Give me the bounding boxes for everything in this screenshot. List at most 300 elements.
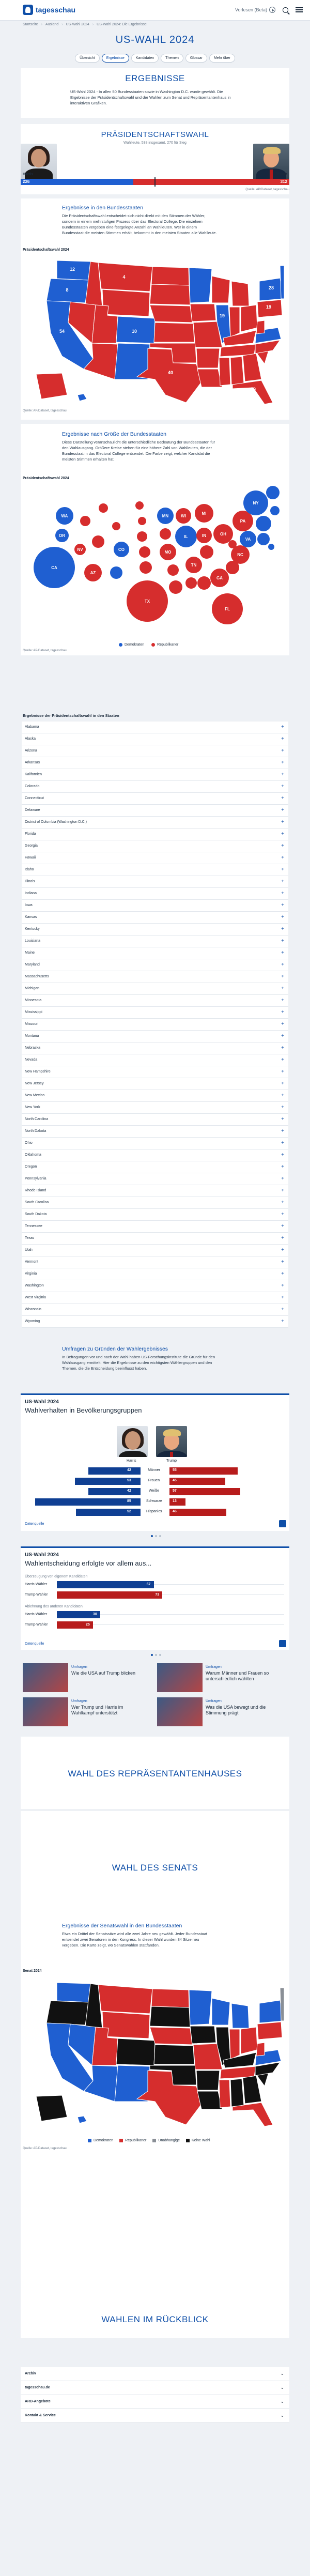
senate-state (116, 2038, 155, 2065)
table-row[interactable] (22, 864, 288, 876)
expand-icon[interactable]: + (281, 807, 284, 813)
polls-intro (21, 1342, 289, 1388)
brand-logo[interactable] (23, 5, 75, 15)
breadcrumb-item: US-Wahl 2024: Die Ergebnisse (97, 23, 147, 26)
expand-icon[interactable]: + (281, 1128, 284, 1134)
harris-value: 42 (127, 1468, 131, 1472)
expand-icon[interactable]: + (281, 1164, 284, 1170)
state-mi (231, 281, 249, 306)
teaser-kicker: Umfragen (71, 1699, 87, 1703)
state-ne (150, 305, 192, 323)
site-header (0, 0, 310, 21)
expand-icon[interactable]: + (281, 855, 284, 861)
senate-state (243, 2076, 261, 2104)
state-name: Mississippi (25, 1010, 42, 1014)
expand-icon[interactable]: + (281, 1105, 284, 1110)
senate-source: Quelle: AP/Dataset, tagesschau (23, 2147, 67, 2150)
table-row[interactable] (22, 959, 288, 971)
table-row[interactable] (22, 1102, 288, 1114)
table-row[interactable] (22, 1042, 288, 1054)
state-name: Arkansas (25, 761, 40, 764)
breadcrumb-separator: › (41, 23, 42, 26)
tab-results[interactable]: Ergebnisse (102, 54, 129, 63)
svg-text:PA: PA (240, 519, 246, 524)
expand-icon[interactable]: + (281, 1021, 284, 1027)
group-label: Schwarze (146, 1499, 162, 1503)
expand-icon[interactable]: + (281, 795, 284, 801)
table-row[interactable] (22, 1292, 288, 1304)
teaser-title[interactable]: Was die USA bewegt und die Stimmung prägt (206, 1705, 266, 1715)
expand-icon[interactable]: + (281, 748, 284, 754)
expand-icon[interactable]: + (281, 760, 284, 765)
senate-state (98, 1985, 152, 2014)
president-title: PRÄSIDENTSCHAFTSWAHL (101, 130, 209, 139)
bubble-nd (135, 501, 144, 510)
page-title: US-WAHL 2024 (115, 34, 195, 45)
state-name: Wyoming (25, 1320, 40, 1323)
expand-icon[interactable]: + (281, 1212, 284, 1217)
state-name: Maine (25, 951, 35, 955)
state-name: Oregon (25, 1165, 37, 1169)
table-row[interactable] (22, 1078, 288, 1090)
map-source: Quelle: AP/Dataset, tagesschau (23, 409, 67, 412)
voter-group-label: Harris-Wähler (25, 1583, 48, 1586)
senate-legend-rep-label: Republikaner (125, 2139, 147, 2142)
expand-icon[interactable]: + (281, 1057, 284, 1063)
svg-text:VA: VA (245, 537, 251, 542)
expand-icon[interactable]: + (281, 1295, 284, 1300)
results-title: ERGEBNISSE (125, 73, 185, 83)
map-label-ca: 54 (59, 329, 65, 334)
svg-text:CO: CO (118, 547, 125, 552)
bubble-id (80, 516, 90, 526)
chevron-down-icon: ⌄ (280, 2399, 284, 2404)
bubble-wy (112, 522, 120, 530)
teaser-image[interactable] (23, 1663, 68, 1692)
senate-state (190, 2026, 216, 2044)
table-row[interactable] (22, 1256, 288, 1268)
senate-legend-none-label: Keine Wahl (192, 2139, 210, 2142)
table-row[interactable] (22, 876, 288, 888)
table-row[interactable] (22, 769, 288, 781)
state-ia (190, 304, 216, 321)
search-icon[interactable] (283, 7, 288, 13)
breadcrumb-separator: › (92, 23, 94, 26)
expand-icon[interactable]: + (281, 1152, 284, 1158)
bubble-ok (140, 561, 152, 574)
svg-text:TX: TX (144, 599, 150, 604)
bubble-sd (138, 517, 146, 525)
house-title: WAHL DES REPRÄSENTANTENHAUSES (68, 1769, 242, 1778)
table-row[interactable] (22, 757, 288, 769)
table-row[interactable] (22, 1149, 288, 1161)
footer-link-label: Archiv (25, 2372, 36, 2375)
expand-icon[interactable]: + (281, 962, 284, 968)
demographics-widget (21, 1393, 289, 1531)
svg-text:NC: NC (237, 553, 243, 557)
expand-icon[interactable]: + (281, 1188, 284, 1193)
bubble-ct (270, 506, 280, 515)
senate-heading: Ergebnisse der Senatswahl in den Bundesstaaten (62, 1923, 182, 1929)
senate-chart-label: Senat 2024 (23, 1969, 42, 1973)
electoral-bar-dem (21, 179, 133, 185)
state-name: Missouri (25, 1022, 39, 1026)
senate-state (150, 2006, 190, 2027)
state-name: North Dakota (25, 1129, 47, 1133)
table-row[interactable] (22, 1209, 288, 1221)
bubble-chart[interactable] (26, 485, 284, 640)
expand-icon[interactable]: + (281, 772, 284, 777)
state-name: South Carolina (25, 1201, 49, 1204)
table-row[interactable] (22, 1268, 288, 1280)
state-ga (243, 354, 261, 381)
footer-link-ard[interactable] (21, 2395, 289, 2409)
trump-value: 46 (173, 1510, 177, 1513)
tab-more[interactable]: Mehr über (209, 54, 235, 63)
table-row[interactable] (22, 829, 288, 840)
state-al (230, 357, 244, 385)
widget1-col-trump: Trump (166, 1459, 177, 1463)
legend-rep (151, 643, 178, 647)
map-label-co: 10 (131, 329, 137, 334)
senate-state (233, 2103, 273, 2126)
bubble-md (257, 533, 270, 545)
table-row[interactable] (22, 1066, 288, 1078)
senate-legend-rep (119, 2139, 146, 2142)
expand-icon[interactable]: + (281, 784, 284, 789)
senate-legend-ind-label: Unabhängige (158, 2139, 180, 2142)
states-table-title: Ergebnisse der Präsidentschaftswahl in den Staaten (23, 713, 119, 718)
state-name: Minnesota (25, 999, 42, 1002)
table-row[interactable] (22, 781, 288, 793)
state-name: Hawaii (25, 856, 36, 860)
group-label: Männer (148, 1468, 160, 1472)
state-name: Louisiana (25, 939, 40, 943)
widget1-datasource-link[interactable]: Datenquelle (25, 1522, 44, 1526)
table-row[interactable] (22, 840, 288, 852)
table-row[interactable] (22, 1090, 288, 1102)
table-row[interactable] (22, 745, 288, 757)
expand-icon[interactable]: + (281, 1045, 284, 1051)
widget1-title: Wahlverhalten in Bevölkerungsgruppen (25, 1406, 142, 1414)
table-row[interactable] (22, 805, 288, 817)
expand-icon[interactable]: + (281, 1247, 284, 1253)
state-name: Texas (25, 1236, 35, 1240)
table-row[interactable] (22, 733, 288, 745)
table-row[interactable] (22, 1197, 288, 1209)
state-name: North Carolina (25, 1117, 49, 1121)
read-aloud-button[interactable] (235, 7, 275, 13)
svg-text:MI: MI (202, 511, 207, 516)
expand-icon[interactable]: + (281, 891, 284, 896)
teaser-title[interactable]: Warum Männer und Frauen so unterschiedlich wählten (206, 1670, 269, 1681)
table-row[interactable] (22, 1054, 288, 1066)
expand-icon[interactable]: + (281, 843, 284, 849)
widget2-datasource-link[interactable]: Datenquelle (25, 1642, 44, 1646)
widget1-pagination[interactable] (151, 1535, 161, 1537)
widget1-col-harris: Harris (127, 1459, 136, 1463)
map-label-wa: 12 (69, 267, 75, 272)
expand-icon[interactable]: + (281, 1093, 284, 1098)
expand-icon[interactable]: + (281, 1033, 284, 1039)
breadcrumb-separator: › (61, 23, 63, 26)
expand-icon[interactable]: + (281, 938, 284, 944)
map-card (21, 198, 289, 420)
table-row[interactable] (22, 1173, 288, 1185)
teaser-title[interactable]: Wer Trump und Harris im Wahlkampf unterstützt (71, 1705, 123, 1715)
expand-icon[interactable]: + (281, 998, 284, 1003)
state-name: Iowa (25, 903, 33, 907)
expand-icon[interactable]: + (281, 974, 284, 979)
table-row[interactable] (22, 1233, 288, 1245)
motivation-bar (57, 1581, 154, 1588)
state-wy (102, 289, 150, 316)
svg-text:IL: IL (184, 534, 188, 539)
widget2-share-icon[interactable] (279, 1640, 286, 1647)
table-row[interactable] (22, 793, 288, 805)
voter-group-label: Trump-Wähler (25, 1623, 48, 1627)
state-name: District of Columbia (Washington D.C.) (25, 820, 87, 824)
state-name: Nebraska (25, 1046, 40, 1050)
expand-icon[interactable]: + (281, 950, 284, 956)
footer-link-kontakt[interactable] (21, 2409, 289, 2423)
group-label: Frauen (148, 1479, 160, 1482)
map-heading: Ergebnisse in den Bundesstaaten (62, 205, 144, 211)
trump-bar (169, 1498, 185, 1506)
widget1-share-icon[interactable] (279, 1520, 286, 1527)
widget2-kicker: US-Wahl 2024 (25, 1552, 59, 1558)
state-name: Rhode Island (25, 1189, 47, 1192)
state-name: Massachusetts (25, 975, 49, 978)
trump-bar (169, 1478, 225, 1485)
bubble-legend (119, 643, 178, 647)
footer-link-label: tagesschau.de (25, 2386, 50, 2389)
table-row[interactable] (22, 1185, 288, 1197)
table-row[interactable] (22, 971, 288, 983)
state-la (197, 369, 222, 387)
president-card (21, 124, 289, 194)
state-ks (154, 323, 194, 342)
table-row[interactable] (22, 1245, 288, 1256)
table-row[interactable] (22, 1007, 288, 1019)
motivation-value: 25 (86, 1623, 90, 1627)
expand-icon[interactable]: + (281, 1259, 284, 1265)
state-name: Wisconsin (25, 1308, 41, 1311)
senate-state (151, 1989, 189, 2007)
teaser-kicker: Umfragen (206, 1699, 222, 1703)
state-name: Kalifornien (25, 773, 42, 776)
table-row[interactable] (22, 983, 288, 995)
senate-state (154, 2045, 194, 2064)
senate-legend-none (186, 2139, 210, 2142)
expand-icon[interactable]: + (281, 914, 284, 920)
state-name: West Virginia (25, 1296, 46, 1299)
teaser-image[interactable] (157, 1663, 203, 1692)
tab-glossary[interactable]: Glossar (185, 54, 207, 63)
state-name: Alabama (25, 725, 39, 729)
widget2-pagination[interactable] (151, 1654, 161, 1656)
table-row[interactable] (22, 1138, 288, 1149)
expand-icon[interactable]: + (281, 1223, 284, 1229)
expand-icon[interactable]: + (281, 1307, 284, 1312)
table-row[interactable] (22, 1126, 288, 1138)
teaser-kicker: Umfragen (71, 1665, 87, 1669)
trump-votes: 312 (280, 179, 287, 184)
table-row[interactable] (22, 1316, 288, 1328)
svg-text:WA: WA (61, 514, 68, 518)
expand-icon[interactable]: + (281, 1116, 284, 1122)
senate-map[interactable] (26, 1977, 284, 2133)
bubble-text: Diese Darstellung veranschaulicht die unterschiedliche Bedeutung der Bundesstaaten für den Wahlausgang. Größere Kreise stehen für eine höhere Zahl von Wahlleuten, die der Bundesstaat in das Electoral College entsendet. Die Farbe zeigt, welcher Kandidat die meisten Stimmen erhalten hat. (62, 440, 215, 462)
bubble-source: Quelle: AP/Dataset, tagesschau (23, 649, 67, 652)
bubble-card (21, 424, 289, 655)
senate-state (259, 2000, 283, 2023)
table-row[interactable] (22, 995, 288, 1007)
electoral-bar (21, 179, 289, 185)
motivation-widget (21, 1546, 289, 1650)
harris-value: 52 (127, 1510, 131, 1513)
bubble-nj (256, 516, 271, 531)
expand-icon[interactable]: + (281, 986, 284, 991)
table-row[interactable] (22, 1031, 288, 1042)
expand-icon[interactable]: + (281, 1140, 284, 1146)
teaser-kicker: Umfragen (206, 1665, 222, 1669)
state-ak (36, 373, 67, 399)
voter-group-label: Harris-Wähler (25, 1613, 48, 1616)
widget1-trump-portrait (156, 1426, 187, 1457)
table-row[interactable] (22, 924, 288, 936)
state-name: Illinois (25, 880, 35, 883)
us-electoral-map[interactable] (26, 255, 284, 405)
breadcrumb-item[interactable]: Startseite (23, 23, 38, 26)
map-label-fl: 30 (250, 387, 256, 392)
expand-icon[interactable]: + (281, 724, 284, 730)
teaser-image[interactable] (157, 1697, 203, 1726)
senate-legend (88, 2139, 210, 2142)
footer-link-archiv[interactable] (21, 2367, 289, 2381)
expand-icon[interactable]: + (281, 1176, 284, 1182)
state-ms (219, 358, 230, 386)
table-row[interactable] (22, 888, 288, 900)
senate-state (102, 2012, 150, 2038)
state-name: Indiana (25, 892, 37, 895)
bubble-ky (200, 545, 213, 559)
table-row[interactable] (22, 1114, 288, 1126)
senate-state (196, 2071, 220, 2090)
expand-icon[interactable]: + (281, 831, 284, 837)
bubble-de (268, 544, 274, 550)
tab-candidates[interactable]: Kandidaten (131, 54, 159, 63)
expand-icon[interactable]: + (281, 867, 284, 872)
expand-icon[interactable]: + (281, 736, 284, 742)
retro-title: WAHLEN IM RÜCKBLICK (101, 2314, 209, 2324)
table-row[interactable] (22, 1019, 288, 1031)
bubble-mt (99, 503, 108, 513)
table-row[interactable] (22, 1304, 288, 1316)
table-row[interactable] (22, 722, 288, 733)
footer-link-label: ARD-Angebote (25, 2400, 51, 2403)
state-name: Montana (25, 1034, 39, 1038)
menu-icon[interactable] (296, 7, 303, 12)
map-label-ny: 28 (268, 285, 274, 290)
map-label-mt: 4 (122, 274, 126, 280)
trump-value: 45 (173, 1479, 177, 1482)
expand-icon[interactable]: + (281, 1283, 284, 1289)
senate-state (241, 2027, 257, 2054)
tab-topics[interactable]: Themen (161, 54, 183, 63)
map-chart-label: Präsidentschaftswahl 2024 (23, 248, 69, 252)
state-name: Washington (25, 1284, 44, 1287)
breadcrumb-item[interactable]: Ausland (45, 23, 59, 26)
state-name: Tennessee (25, 1224, 42, 1228)
expand-icon[interactable]: + (281, 1009, 284, 1015)
state-hi (78, 394, 87, 401)
expand-icon[interactable]: + (281, 819, 284, 825)
harris-value: 42 (127, 1489, 131, 1493)
table-row[interactable] (22, 852, 288, 864)
expand-icon[interactable]: + (281, 1081, 284, 1086)
table-row[interactable] (22, 912, 288, 924)
table-row[interactable] (22, 1161, 288, 1173)
expand-icon[interactable]: + (281, 1271, 284, 1277)
expand-icon[interactable]: + (281, 1069, 284, 1075)
table-row[interactable] (22, 947, 288, 959)
widget2-title: Wahlentscheidung erfolgte vor allem aus... (25, 1559, 152, 1567)
map-text: Die Präsidentschaftswahl entscheidet sich nicht direkt mit den Stimmen der Wähler, sondern in einem mehrstufigen Prozess über das Electoral College. Die einzelnen Bundesstaaten vergeben eine festgelegte Anzahl an Wahlleuten. Wer in einem Bundesstaat die meisten Stimmen erhält, bekommt in den meisten Staaten alle Wahlleute. (62, 213, 217, 235)
trump-bar (169, 1509, 226, 1516)
bubble-la (169, 580, 182, 594)
state-wv (256, 320, 265, 334)
senate-state (36, 2095, 67, 2121)
teaser-title[interactable]: Wie die USA auf Trump blicken (71, 1670, 136, 1676)
table-row[interactable] (22, 936, 288, 947)
breadcrumb-item[interactable]: US-Wahl 2024 (66, 23, 89, 26)
table-row[interactable] (22, 817, 288, 829)
harris-value: 85 (127, 1499, 131, 1503)
map-label-il: 19 (219, 313, 225, 318)
harris-bar (35, 1498, 141, 1506)
table-row[interactable] (22, 1280, 288, 1292)
motivation-bar (57, 1591, 162, 1599)
state-name: Georgia (25, 844, 38, 848)
state-name: Utah (25, 1248, 33, 1252)
senate-legend-dem (88, 2139, 113, 2142)
state-name: New Jersey (25, 1082, 44, 1085)
state-name: Nevada (25, 1058, 38, 1062)
senate-legend-ind (152, 2139, 180, 2142)
expand-icon[interactable]: + (281, 926, 284, 932)
footer-link-tagesschau[interactable] (21, 2381, 289, 2395)
teaser-image[interactable] (23, 1697, 68, 1726)
group-label: Weiße (148, 1489, 160, 1493)
trump-value: 13 (173, 1499, 177, 1503)
expand-icon[interactable]: + (281, 902, 284, 908)
motivation-value: 30 (93, 1613, 97, 1616)
expand-icon[interactable]: + (281, 1235, 284, 1241)
trump-value: 55 (173, 1468, 177, 1472)
expand-icon[interactable]: + (281, 1318, 284, 1324)
expand-icon[interactable]: + (281, 1200, 284, 1205)
harris-bar (88, 1467, 141, 1475)
table-row[interactable] (22, 1221, 288, 1233)
tab-overview[interactable]: Übersicht (75, 54, 100, 63)
state-name: Kansas (25, 915, 37, 919)
bubble-ne (137, 531, 147, 542)
expand-icon[interactable]: + (281, 879, 284, 884)
group-label: Hispanics (146, 1510, 162, 1513)
svg-text:WI: WI (181, 514, 186, 518)
table-row[interactable] (22, 900, 288, 912)
